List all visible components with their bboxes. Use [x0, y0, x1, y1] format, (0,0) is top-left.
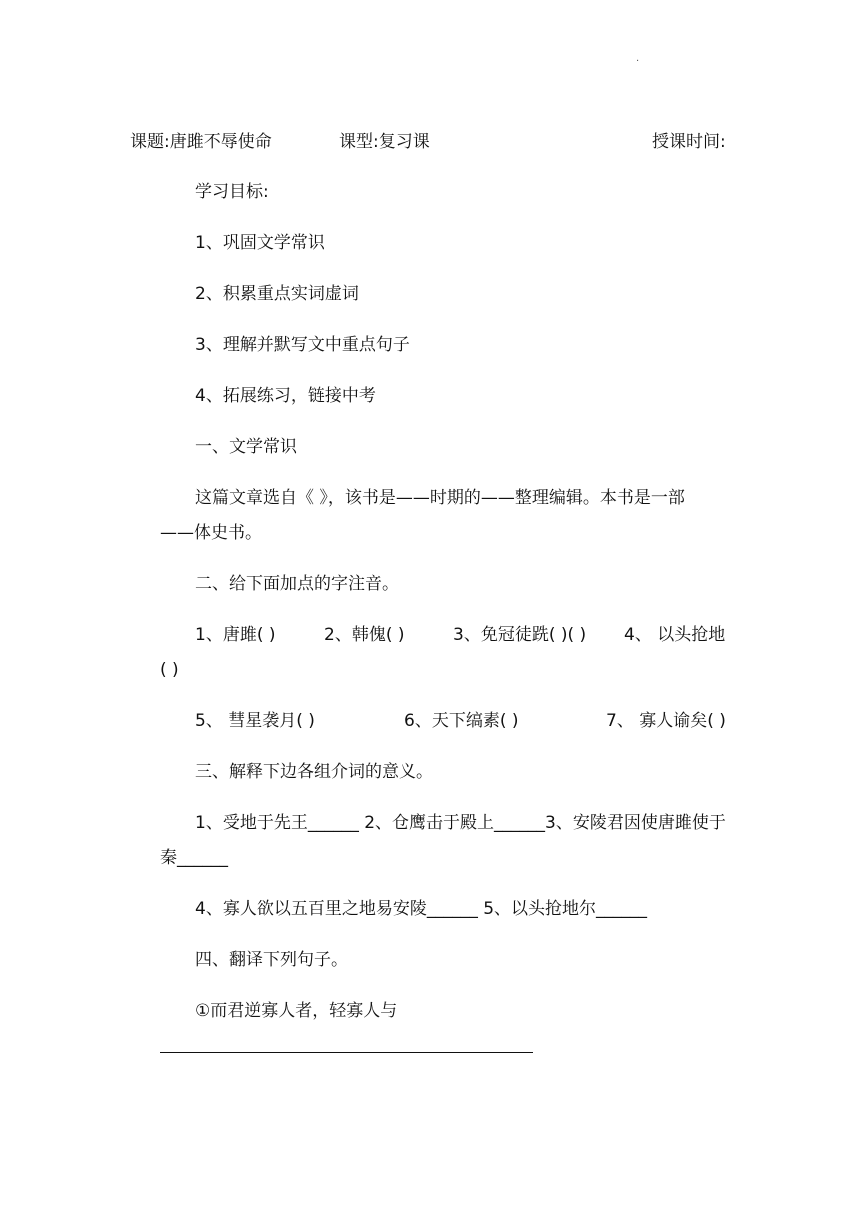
question-item: 2、韩傀( )	[324, 625, 405, 645]
section-heading: 二、给下面加点的字注音。	[195, 574, 399, 594]
objectives-title: 学习目标:	[195, 182, 269, 202]
section-text: 秦______	[160, 848, 228, 868]
section-heading: 三、解释下边各组介词的意义。	[195, 762, 433, 782]
question-item: 4、 以头抢地	[624, 625, 726, 645]
objective-item: 3、理解并默写文中重点句子	[195, 335, 410, 355]
objective-item: 4、拓展练习，链接中考	[195, 386, 376, 406]
lesson-time: 授课时间:	[652, 132, 726, 152]
question-item: 5、 彗星袭月( )	[195, 711, 315, 731]
question-item: 6、天下缟素( )	[404, 711, 519, 731]
objective-item: 1、巩固文学常识	[195, 233, 325, 253]
question-item: ( )	[160, 660, 179, 680]
answer-line	[160, 1052, 533, 1053]
section-text: 这篇文章选自《 》，该书是——时期的——整理编辑。本书是一部	[195, 488, 685, 508]
page-dot: ·	[636, 56, 640, 67]
question-item: 3、免冠徒跣( )( )	[453, 625, 587, 645]
section-text: 4、寡人欲以五百里之地易安陵______ 5、以头抢地尔______	[195, 899, 648, 919]
lesson-type: 课型:复习课	[339, 132, 430, 152]
question-item: 1、唐雎( )	[195, 625, 276, 645]
lesson-title: 课题:唐雎不辱使命	[130, 132, 272, 152]
question-item: 7、 寡人谕矣( )	[606, 711, 726, 731]
section-heading: 四、翻译下列句子。	[195, 950, 348, 970]
section-heading: 一、文学常识	[195, 437, 297, 457]
section-text: 1、受地于先王______ 2、仓鹰击于殿上______3、安陵君因使唐雎使于	[195, 813, 726, 833]
objective-item: 2、积累重点实词虚词	[195, 284, 359, 304]
translation-item: ①而君逆寡人者，轻寡人与	[195, 1001, 398, 1021]
section-text: ——体史书。	[160, 523, 262, 543]
